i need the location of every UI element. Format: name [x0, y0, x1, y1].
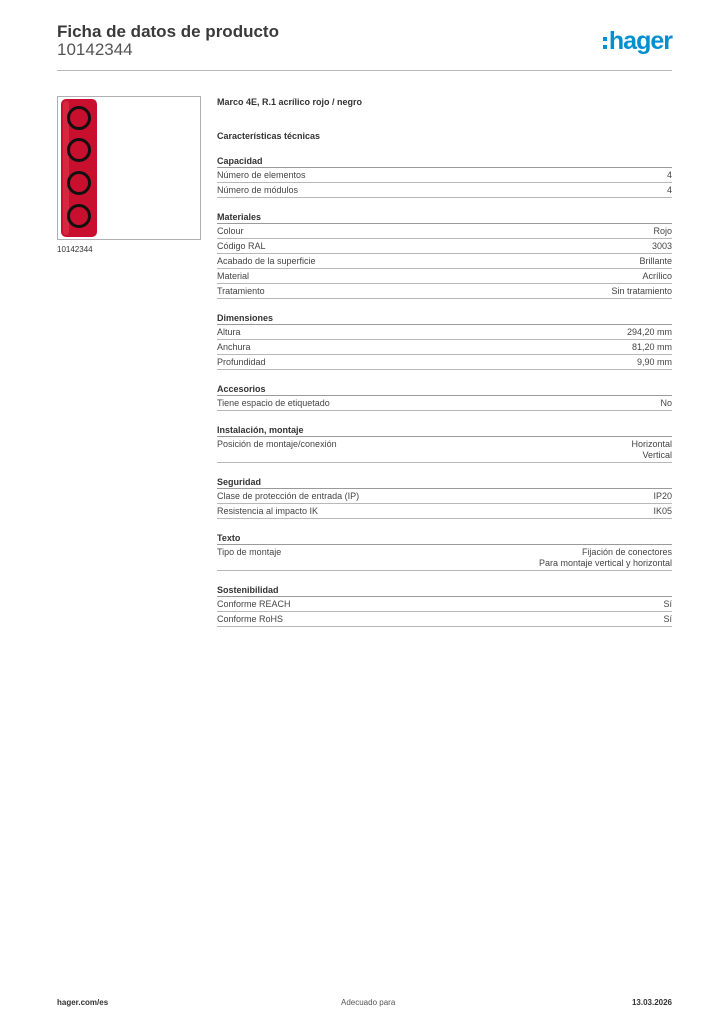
spec-row: [217, 168, 672, 183]
spec-value-line: IK05: [653, 506, 672, 516]
spec-label: Clase de protección de entrada (IP): [217, 491, 360, 501]
characteristics-heading: Características técnicas: [217, 131, 321, 141]
footer-suitable-for: Adecuado para: [341, 998, 396, 1007]
spec-label: Tratamiento: [217, 286, 265, 296]
spec-section: [217, 532, 672, 571]
logo-colon-icon: [603, 37, 607, 49]
spec-row: [217, 545, 672, 571]
spec-label: Colour: [217, 226, 244, 236]
spec-value: [663, 614, 672, 625]
page-footer: [57, 998, 672, 1010]
spec-value: [637, 357, 672, 368]
frame-opening-1: [69, 108, 90, 129]
spec-value-line: Acrílico: [642, 271, 672, 281]
spec-section: [217, 383, 672, 411]
spec-value-line: 294,20 mm: [626, 327, 672, 337]
spec-value: [663, 599, 672, 610]
spec-value-line: 3003: [651, 241, 672, 251]
spec-value-line: 4: [666, 185, 672, 195]
section-title: Sostenibilidad: [217, 584, 672, 597]
spec-row: [217, 269, 672, 284]
spec-value: [639, 256, 672, 267]
spec-value-line: Vertical: [642, 450, 672, 460]
spec-value: [660, 398, 672, 409]
spec-row: [217, 254, 672, 269]
spec-section: [217, 584, 672, 627]
spec-value: [653, 491, 672, 502]
spec-row: [217, 183, 672, 198]
spec-value-line: IP20: [653, 491, 672, 501]
spec-section: [217, 211, 672, 299]
spec-label: Resistencia al impacto IK: [217, 506, 319, 516]
spec-label: Material: [217, 271, 250, 281]
spec-label: Tiene espacio de etiquetado: [217, 398, 330, 408]
frame-opening-2: [69, 140, 90, 161]
product-number: 10142344: [57, 40, 133, 59]
spec-value: [611, 286, 672, 297]
hager-logo: [603, 28, 672, 54]
spec-section: [217, 476, 672, 519]
product-name: Marco 4E, R.1 acrílico rojo / negro: [217, 97, 363, 107]
spec-row: [217, 504, 672, 519]
spec-value-line: Fijación de conectores: [581, 547, 672, 557]
spec-row: [217, 239, 672, 254]
spec-value: [667, 170, 672, 181]
section-title: Texto: [217, 532, 672, 545]
specifications: [217, 96, 672, 627]
spec-section: [217, 312, 672, 370]
spec-value-line: Para montaje vertical y horizontal: [538, 558, 672, 568]
spec-label: Conforme RoHS: [217, 614, 284, 624]
section-title: Dimensiones: [217, 312, 672, 325]
spec-value-line: 9,90 mm: [636, 357, 672, 367]
spec-row: [217, 597, 672, 612]
spec-label: Número de elementos: [217, 170, 306, 180]
spec-label: Tipo de montaje: [217, 547, 282, 557]
spec-row: [217, 612, 672, 627]
spec-value-line: Sin tratamiento: [611, 286, 672, 296]
spec-row: [217, 396, 672, 411]
footer-website[interactable]: hager.com/es: [57, 998, 109, 1007]
spec-row: [217, 340, 672, 355]
spec-section: [217, 424, 672, 463]
spec-section: [217, 155, 672, 198]
spec-row: [217, 325, 672, 340]
spec-label: Conforme REACH: [217, 599, 291, 609]
spec-value: [627, 327, 672, 338]
spec-value-line: Sí: [663, 599, 672, 609]
spec-label: Profundidad: [217, 357, 266, 367]
logo-text: hager: [608, 27, 672, 55]
spec-row: [217, 224, 672, 239]
spec-label: Acabado de la superficie: [217, 256, 316, 266]
frame-opening-4: [69, 206, 90, 227]
spec-row: [217, 489, 672, 504]
frame-opening-3: [69, 173, 90, 194]
spec-row: [217, 437, 672, 463]
spec-value: [667, 185, 672, 196]
spec-value: [653, 226, 672, 237]
spec-sections: [217, 155, 672, 627]
section-title: Seguridad: [217, 476, 672, 489]
spec-value-line: 4: [666, 170, 672, 180]
spec-value-line: Sí: [663, 614, 672, 624]
spec-value: [632, 342, 672, 353]
spec-value: [642, 271, 672, 282]
section-title: Instalación, montaje: [217, 424, 672, 437]
section-title: Materiales: [217, 211, 672, 224]
spec-label: Número de módulos: [217, 185, 299, 195]
spec-value-line: Brillante: [639, 256, 672, 266]
document-title: Ficha de datos de producto: [57, 22, 279, 41]
spec-value-line: 81,20 mm: [631, 342, 672, 352]
spec-value-line: No: [660, 398, 672, 408]
spec-label: Código RAL: [217, 241, 266, 251]
section-title: Accesorios: [217, 383, 672, 396]
spec-label: Posición de montaje/conexión: [217, 439, 337, 449]
image-caption: 10142344: [57, 245, 93, 254]
spec-label: Altura: [217, 327, 241, 337]
spec-label: Anchura: [217, 342, 251, 352]
spec-value: [652, 241, 672, 252]
spec-value: [653, 506, 672, 517]
spec-value: [539, 547, 672, 569]
frame-illustration: [58, 97, 200, 239]
footer-date: 13.03.2026: [631, 998, 672, 1007]
spec-value-line: Rojo: [653, 226, 672, 236]
spec-value-line: Horizontal: [631, 439, 672, 449]
spec-value: [631, 439, 672, 461]
page-header: [57, 20, 672, 71]
section-title: Capacidad: [217, 155, 672, 168]
product-image: [57, 96, 201, 240]
spec-row: [217, 284, 672, 299]
spec-row: [217, 355, 672, 370]
